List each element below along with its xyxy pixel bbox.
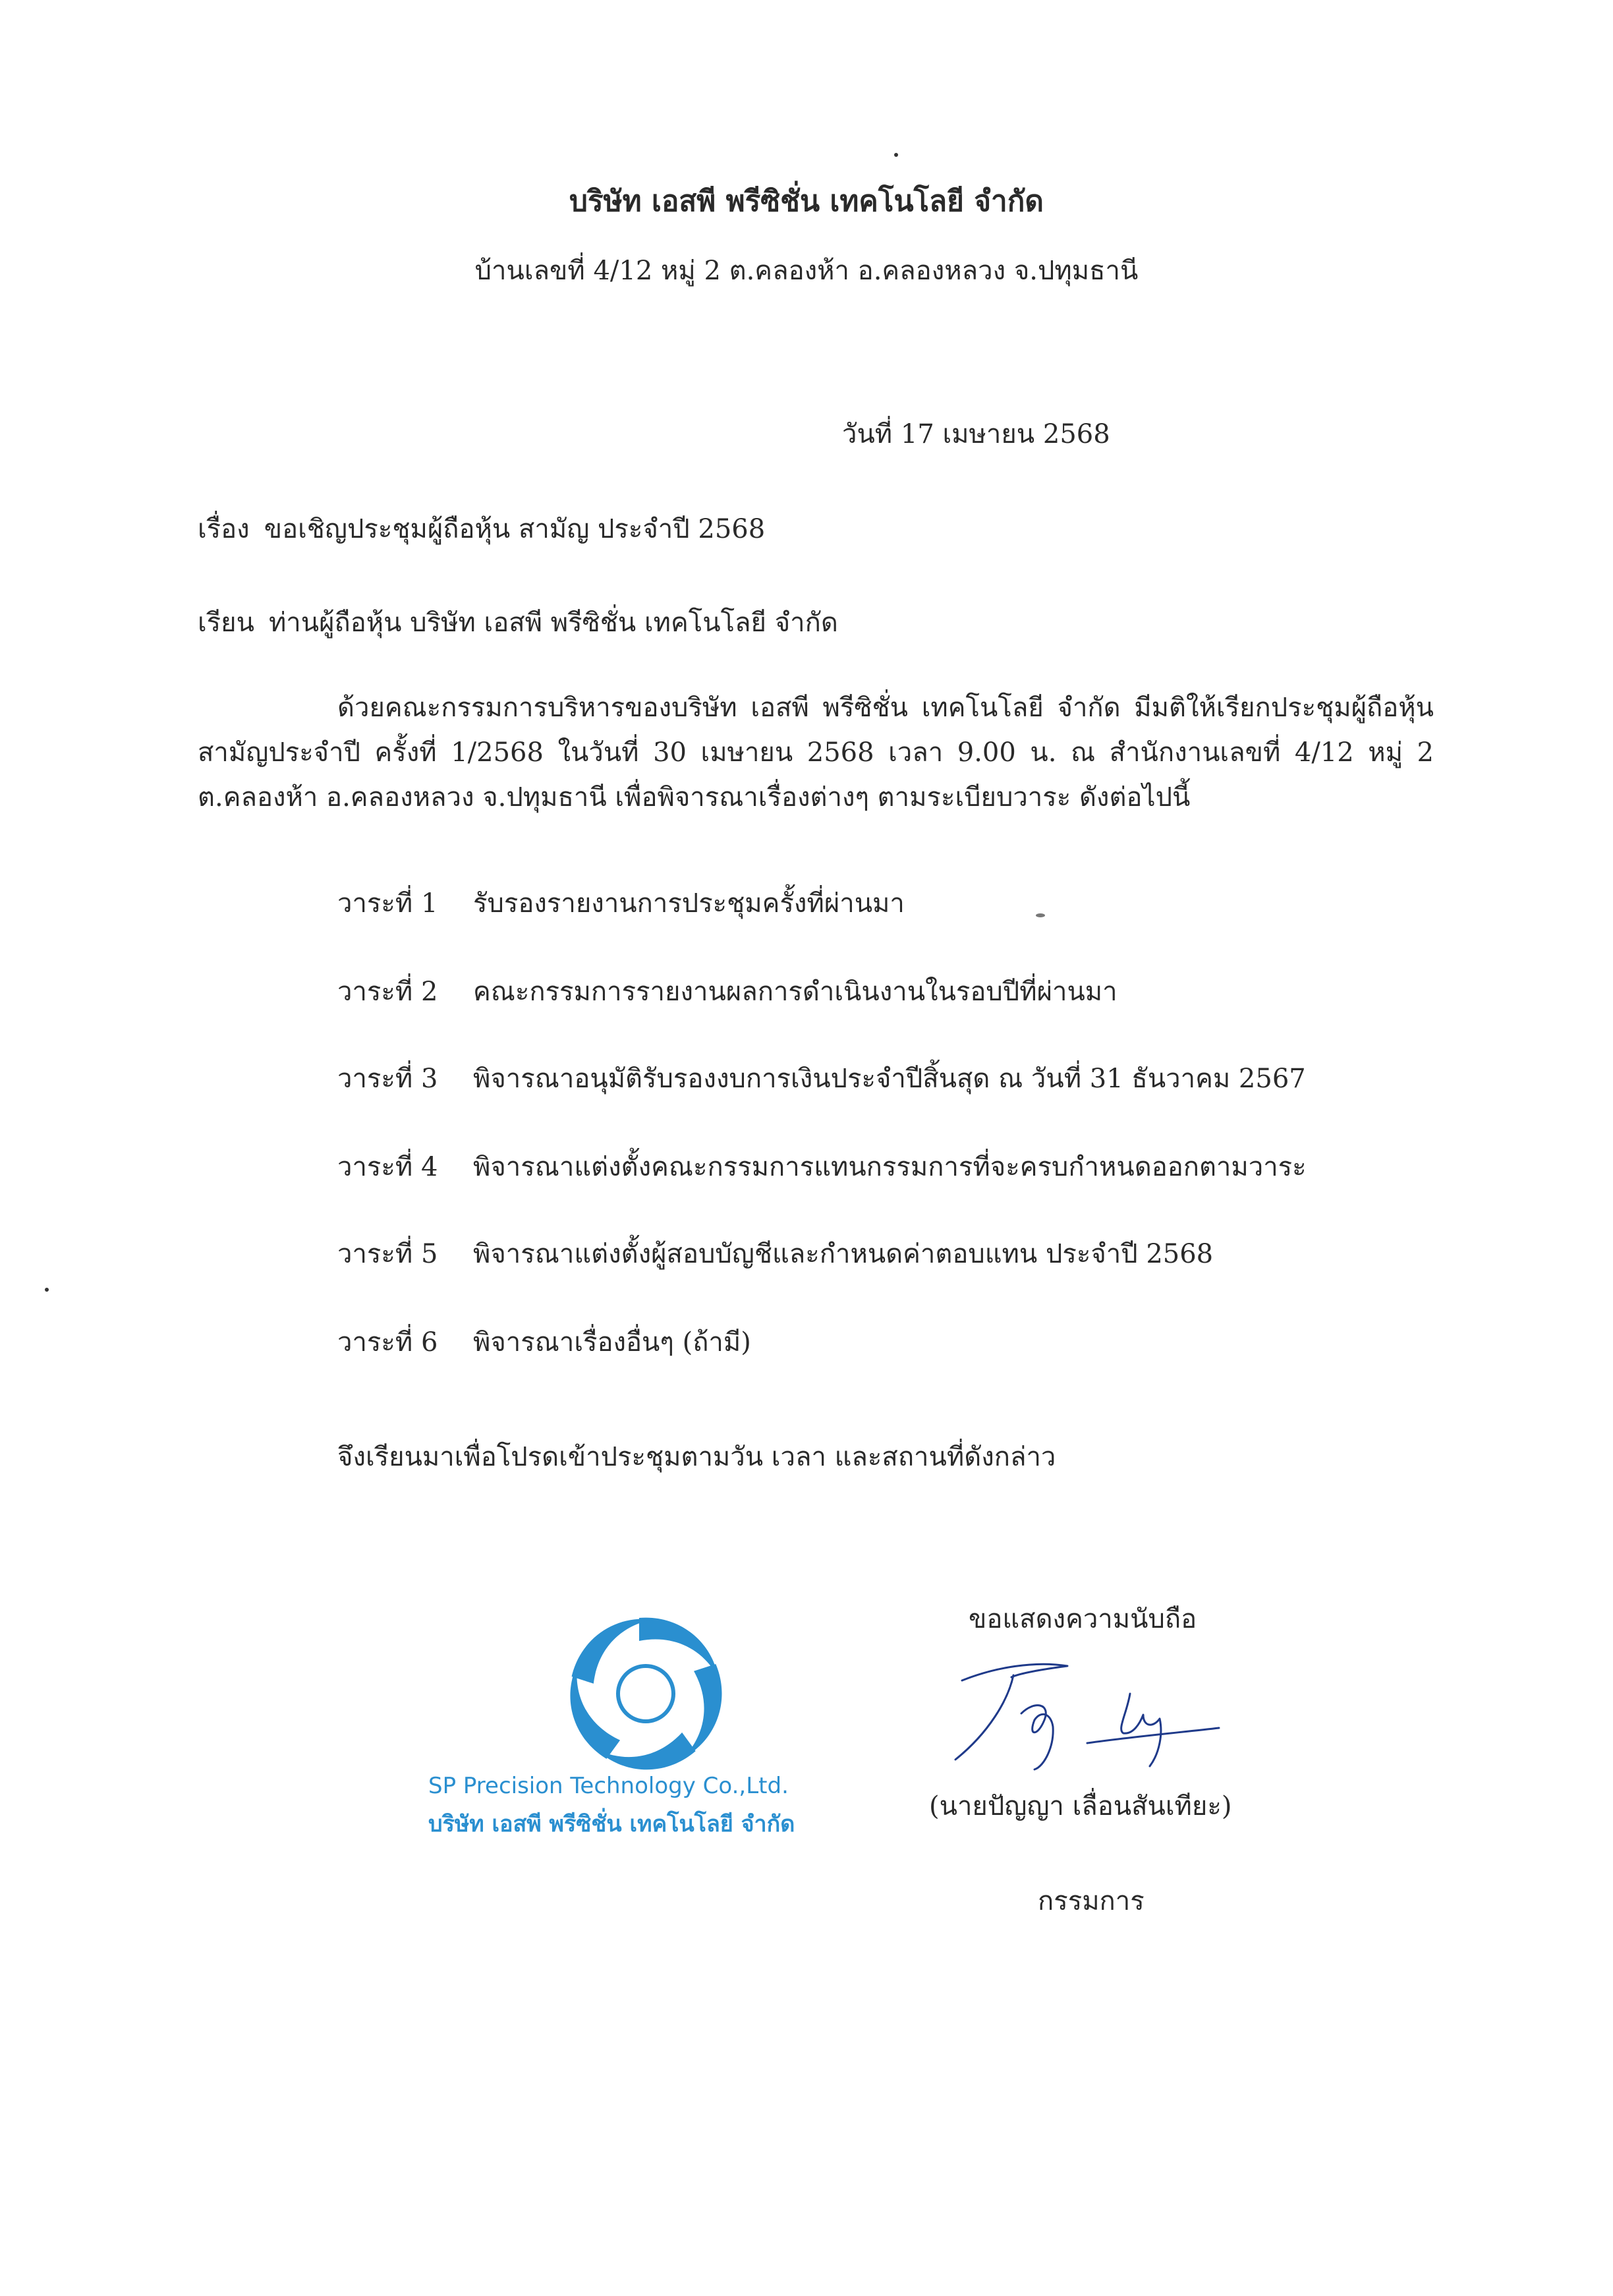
agenda-number: วาระที่ 3 <box>337 1064 438 1094</box>
agenda-text: พิจารณาแต่งตั้งคณะกรรมการแทนกรรมการที่จะครบกำหนดออกตามวาระ <box>473 1152 1307 1182</box>
signer-title: กรรมการ <box>1038 1886 1145 1916</box>
body-paragraph: ด้วยคณะกรรมการบริหารของบริษัท เอสพี พรีซิชั่น เทคโนโลยี จำกัด มีมติให้เรียกประชุมผู้ถือหุ้นสามัญประจำปี ครั้งที่ 1/2568 ในวันที่ 30 เมษายน 2568 เวลา 9.00 น. ณ สำนักงานเลขที่ 4/12 หมู่ 2 ต.คลองห้า อ.คลองหลวง จ.ปทุมธานี เพื่อพิจารณาเรื่องต่างๆ ตามระเบียบวาระ ดังต่อไปนี้ <box>198 693 1434 813</box>
agenda-text: คณะกรรมการรายงานผลการดำเนินงานในรอบปีที่ผ่านมา <box>473 977 1118 1007</box>
salutation-label: เรียน <box>198 608 254 638</box>
logo-english-name: SP Precision Technology Co.,Ltd. <box>428 1773 789 1799</box>
subject-text: ขอเชิญประชุมผู้ถือหุ้น สามัญ ประจำปี 2568 <box>264 514 766 544</box>
salutation-line <box>198 601 838 643</box>
agenda-item <box>337 882 905 924</box>
agenda-number: วาระที่ 1 <box>337 888 438 919</box>
company-name: บริษัท เอสพี พรีซิชั่น เทคโนโลยี จำกัด <box>569 185 1044 218</box>
closing-line: จึงเรียนมาเพื่อโปรดเข้าประชุมตามวัน เวลา และสถานที่ดังกล่าว <box>337 1442 1056 1472</box>
agenda-text: พิจารณาเรื่องอื่นๆ (ถ้ามี) <box>473 1327 751 1358</box>
agenda-number: วาระที่ 5 <box>337 1239 438 1269</box>
company-address: บ้านเลขที่ 4/12 หมู่ 2 ต.คลองห้า อ.คลองหลวง จ.ปทุมธานี <box>474 256 1139 286</box>
agenda-item <box>337 1321 751 1363</box>
agenda-number: วาระที่ 2 <box>337 977 438 1007</box>
agenda-item <box>337 1057 1306 1099</box>
agenda-item <box>337 970 1118 1012</box>
agenda-number: วาระที่ 4 <box>337 1152 438 1182</box>
letter-date: วันที่ 17 เมษายน 2568 <box>842 419 1110 449</box>
logo-thai-name: บริษัท เอสพี พรีซิชั่น เทคโนโลยี จำกัด <box>428 1811 795 1837</box>
regards-line: ขอแสดงความนับถือ <box>969 1604 1197 1634</box>
agenda-text: รับรองรายงานการประชุมครั้งที่ผ่านมา <box>473 888 905 919</box>
signer-name: (นายปัญญา เลื่อนสันเทียะ) <box>929 1791 1232 1822</box>
agenda-number: วาระที่ 6 <box>337 1327 438 1358</box>
scan-speck <box>1036 913 1045 917</box>
agenda-item <box>337 1232 1213 1275</box>
salutation-text: ท่านผู้ถือหุ้น บริษัท เอสพี พรีซิชั่น เทคโนโลยี จำกัด <box>268 608 838 638</box>
subject-label: เรื่อง <box>198 514 250 544</box>
agenda-text: พิจารณาแต่งตั้งผู้สอบบัญชีและกำหนดค่าตอบแทน ประจำปี 2568 <box>473 1239 1214 1269</box>
company-logo-icon <box>560 1608 731 1779</box>
scan-speck <box>894 153 898 157</box>
subject-line <box>198 507 765 550</box>
agenda-item <box>337 1145 1307 1188</box>
signature-image <box>936 1654 1239 1773</box>
agenda-text: พิจารณาอนุมัติรับรองงบการเงินประจำปีสิ้นสุด ณ วันที่ 31 ธันวาคม 2567 <box>473 1064 1306 1094</box>
scan-speck <box>45 1288 49 1292</box>
